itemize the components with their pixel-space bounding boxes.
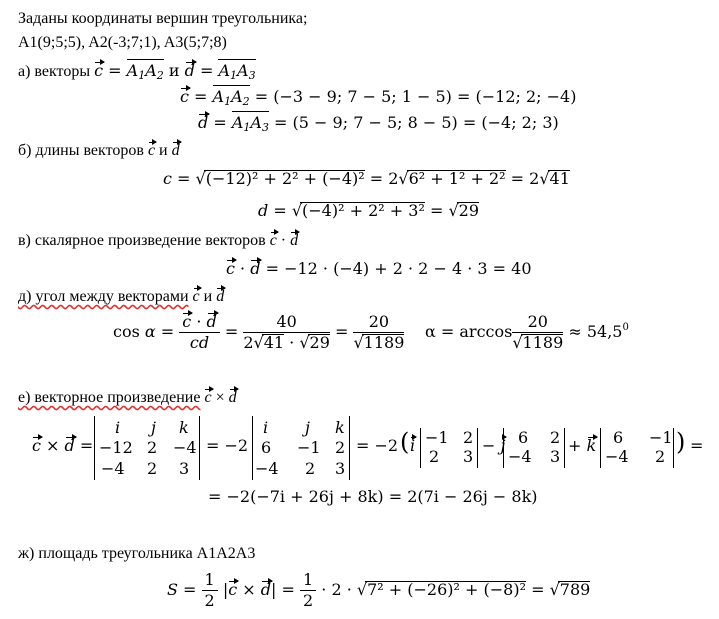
cross-product-result: = −2(−7i + 26j + 8k) = 2(7i − 26j − 8k) xyxy=(208,487,538,506)
vector-d-equation: $d = A_1A_3 = (5 - 9$; 7 − 5; 8 − 5) = (−4; 2; 3) xyxy=(198,113,559,134)
section-a-label: а) векторы $c = A_1A_2$ и $d = A_1A_3$ xyxy=(18,61,256,82)
section-zh-label: ж) площадь треугольника A1A2A3 xyxy=(18,545,256,562)
determinant-3x3-b: i j k 6 −1 2 −4 2 3 xyxy=(252,416,350,480)
section-d-label: д) угол между векторами c и d xyxy=(18,288,225,305)
area-equation: S = $\frac{1}{2}$ |c × d| = $\frac{1}{2}$ · 2 · √7² + (−26)² + (−8)² = √789 xyxy=(167,570,591,610)
section-b-label: б) длины векторов c и d xyxy=(18,142,180,159)
document: Заданы координаты вершин треугольника; A1(9;5;5), A2(-3;7;1), A3(5;7;8) а) векторы $c = A_1A_2$ и $d = A_1A_3$ $c = A_1A_2 = (-3 - 9$; 7 − 5; 1 − 5) = (−12; 2; −4) $d = A_1A_3 = (5 - 9$; 7 − 5; 8 − 5) = (−4; 2; 3) б) длины векторов c и d c = √(−12)² + 2² + (−4)² = 2√6² + 1² + 2² = 2√41 d = √(−4)² + 2² + 3² = √29 в) скалярное произведение векторов c · d c · d = −12 · (−4) + 2 · 2 − 4 · 3 = 40 д) угол между векторами c и d cos α = $\frac{c \cdot d}{cd}$ = $\frac{40}{2√41 \cdot √29}$ = $\frac{20}{√1189}$ α = arccos $\frac{20}{√1189}$ ≈ $54,5^0$ е) векторное произведение c × d c × d = i j k −12 2 −4 −4 2 3 = −2 i j k 6 −1 2 −4 2 3 = −2 ( i −1 2 2 3 − j 6 2 −4 3 + k 6 −1 −4 2 ) = = −2(−7i + 26j + 8k) = 2(7i − 26j − 8k) ж) площадь треугольника A1A2A3 S = $\frac{1}{2}$ |c × d| = $\frac{1}{2}$ · 2 · √7² + (−26)² + (−8)² = √789 xyxy=(18,10,704,610)
vector-c-equation: $c = A_1A_2 = (-3 - 9$; 7 − 5; 1 − 5) = (−12; 2; −4) xyxy=(180,87,577,108)
minor-k: 6 −1 −4 2 xyxy=(600,428,674,468)
problem-title: Заданы координаты вершин треугольника; xyxy=(18,10,308,27)
length-c-equation: c = √(−12)² + 2² + (−4)² = 2√6² + 1² + 2² = 2√41 xyxy=(163,169,570,188)
determinant-3x3-a: i j k −12 2 −4 −4 2 3 xyxy=(94,416,200,480)
length-d-equation: d = √(−4)² + 2² + 3² = √29 xyxy=(258,201,479,220)
section-e-label: е) векторное произведение c × d xyxy=(18,389,237,406)
minor-i: −1 2 2 3 xyxy=(420,428,478,468)
coef-minus-two: = −2 xyxy=(206,436,249,455)
cosine-equation: cos α = $\frac{c \cdot d}{cd}$ = $\frac{40}{2√41 \cdot √29}$ = $\frac{20}{√1189}$ xyxy=(113,312,405,352)
vertex-coordinates: A1(9;5;5), A2(-3;7;1), A3(5;7;8) xyxy=(18,34,227,51)
dot-product-equation: c · d = −12 · (−4) + 2 · 2 − 4 · 3 = 40 xyxy=(226,259,532,278)
angle-equation: α = arccos $\frac{20}{√1189}$ ≈ $54,5^0$ xyxy=(425,312,629,352)
minor-j: 6 2 −4 3 xyxy=(503,428,565,468)
cross-product-lhs: c × d = xyxy=(32,436,94,455)
coef-minus-two-b: = −2 xyxy=(356,436,399,455)
section-v-label: в) скалярное произведение векторов c · d xyxy=(18,232,299,249)
